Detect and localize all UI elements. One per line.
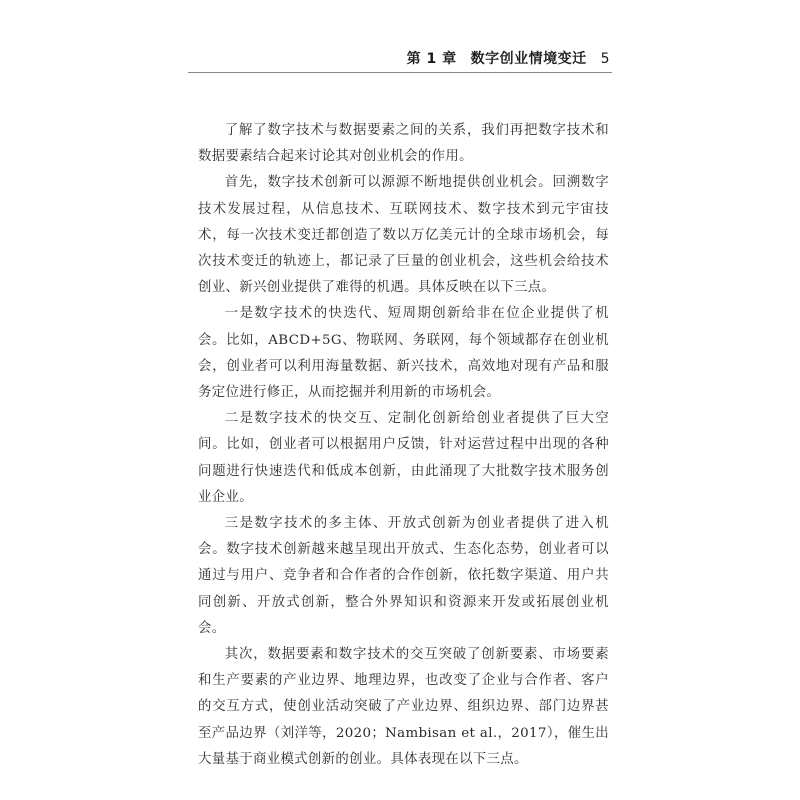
chapter-number: 第 1 章 (406, 51, 457, 67)
header-rule (188, 72, 612, 73)
chapter-title: 数字创业情境变迁 (470, 51, 587, 67)
paragraph-item-two: 二是数字技术的快交互、定制化创新给创业者提供了巨大空间。比如，创业者可以根据用户反馈，针对运营过程中出现的各种问题进行快速迭代和低成本创新，由此涌现了大批数字技术服务创业企业。 (198, 411, 609, 505)
page-number: 5 (600, 51, 610, 67)
paragraph-second-point: 其次，数据要素和数字技术的交互突破了创新要素、市场要素和生产要素的产业边界、地理边界，也改变了企业与合作者、客户的交互方式，使创业活动突破了产业边界、组织边界、部门边界甚至产品边界（刘洋等，2020；Nambisan et al.，2017），催生出大量基于商业模式创新的创业。具体表现在以下三点。 (198, 647, 609, 767)
paragraph-intro: 了解了数字技术与数据要素之间的关系，我们再把数字技术和数据要素结合起来讨论其对创业机会的作用。 (198, 123, 609, 165)
paragraph-item-three: 三是数字技术的多主体、开放式创新为创业者提供了进入机会。数字技术创新越来越呈现出开放式、生态化态势，创业者可以通过与用户、竞争者和合作者的合作创新，依托数字渠道、用户共同创新、开放式创新，整合外界知识和资源来开发或拓展创业机会。 (198, 516, 609, 636)
body-text (198, 118, 609, 773)
paragraph-first-point: 首先，数字技术创新可以源源不断地提供创业机会。回溯数字技术发展过程，从信息技术、互联网技术、数字技术到元宇宙技术，每一次技术变迁都创造了数以万亿美元计的全球市场机会，每次技术变迁的轨迹上，都记录了巨量的创业机会，这些机会给技术创业、新兴创业提供了难得的机遇。具体反映在以下三点。 (198, 175, 609, 296)
running-header (407, 48, 610, 68)
paragraph-item-one: 一是数字技术的快迭代、短周期创新给非在位企业提供了机会。比如，ABCD+5G、物联网、务联网，每个领域都存在创业机会，创业者可以利用海量数据、新兴技术，高效地对现有产品和服务定位进行修正，从而挖掘并利用新的市场机会。 (198, 306, 609, 401)
